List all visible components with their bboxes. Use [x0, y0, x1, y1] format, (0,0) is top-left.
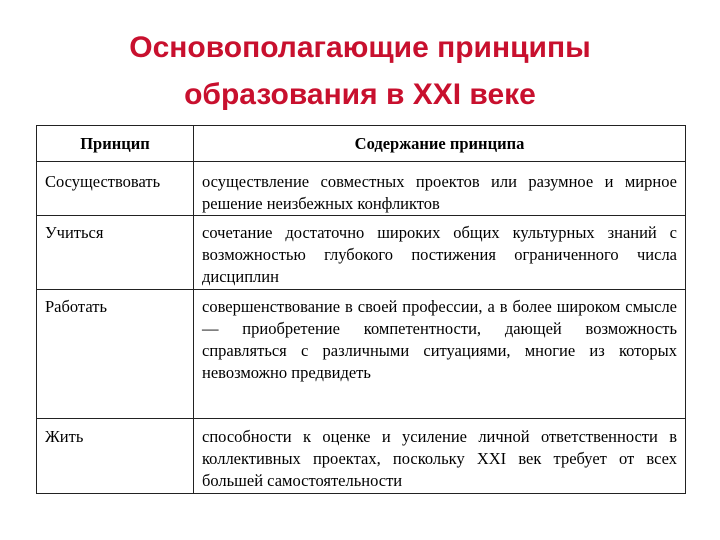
table-row — [37, 216, 686, 290]
table-row — [37, 290, 686, 419]
principle-name: Работать — [37, 290, 194, 419]
principle-name: Жить — [37, 419, 194, 494]
principle-content: совершенствование в своей профессии, а в более широком смысле — приобретение компетентности, дающей возможность справляться с различными ситуациями, многие из которых невозможно предвидеть — [194, 290, 686, 419]
principle-content: осуществление совместных проектов или разумное и мирное решение неизбежных конфликтов — [194, 162, 686, 216]
principle-name: Сосуществовать — [37, 162, 194, 216]
title-line-2: образования в XXI веке — [184, 78, 536, 111]
table-header-row — [37, 126, 686, 162]
title-line-1: Основополагающие принципы — [129, 31, 591, 64]
principles-table — [36, 125, 686, 494]
header-principle: Принцип — [37, 126, 194, 162]
table-row — [37, 162, 686, 216]
page-title — [0, 24, 720, 118]
principle-content: способности к оценке и усиление личной ответственности в коллективных проектах, поскольку XXI век требует от всех большей самостоятельности — [194, 419, 686, 494]
header-content: Содержание принципа — [194, 126, 686, 162]
principle-name: Учиться — [37, 216, 194, 290]
table-row — [37, 419, 686, 494]
principle-content: сочетание достаточно широких общих культурных знаний с возможностью глубокого постижения ограниченного числа дисциплин — [194, 216, 686, 290]
